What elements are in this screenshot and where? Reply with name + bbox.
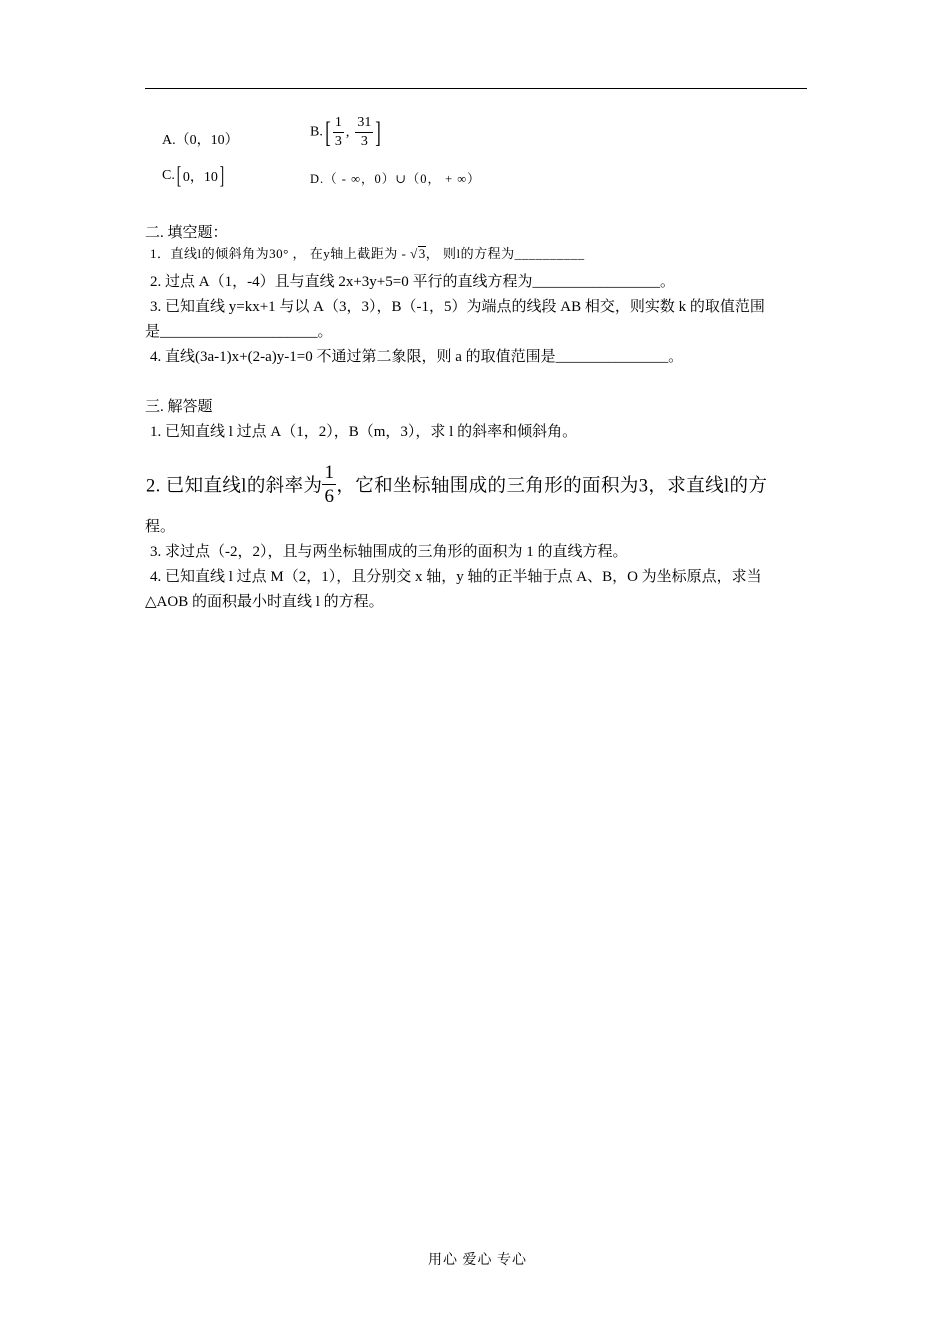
header-rule: [145, 88, 807, 89]
choice-b-separator: ,: [345, 124, 350, 140]
choice-c-prefix: C.: [162, 168, 175, 183]
fraction-denominator: 3: [334, 134, 342, 149]
solve-question-3: 3. 求过点（-2，2），且与两坐标轴围成的三角形的面积为 1 的直线方程。: [150, 544, 628, 560]
choice-a: A.（0，10）: [162, 133, 239, 148]
solve-question-4: 4. 已知直线 l 过点 M（2，1），且分别交 x 轴，y 轴的正半轴于点 A、B，O 为坐标原点，求当: [150, 569, 762, 585]
fraction-numerator: 1: [333, 116, 344, 133]
page-footer: 用心 爱心 专心: [428, 1253, 527, 1268]
right-bracket: ]: [375, 115, 382, 149]
choice-d: D.（ - ∞，0）∪（0， + ∞）: [310, 172, 481, 186]
fraction-denominator: 3: [360, 134, 368, 149]
fraction-one-sixth: [322, 463, 336, 506]
sqrt-radicand: 3: [418, 246, 426, 261]
fill-question-4: 4. 直线(3a-1)x+(2-a)y-1=0 不通过第二象限，则 a 的取值范围是_______________。: [150, 349, 684, 365]
choice-b-prefix: B.: [310, 124, 323, 140]
fraction-denominator: 6: [324, 486, 335, 507]
fill-q1-text: 1．直线l的倾斜角为30° ， 在y轴上截距为 -: [150, 246, 411, 261]
solve-question-2: [146, 463, 767, 506]
right-bracket: ]: [219, 163, 225, 189]
fill-q1-text-end: ， 则l的方程为__________: [425, 246, 585, 261]
fraction-numerator: 31: [355, 116, 373, 133]
left-bracket: [: [325, 115, 331, 149]
solve-question-2-cont: 程。: [145, 519, 176, 535]
fill-question-3-cont: 是_____________________。: [145, 324, 333, 340]
fraction-thirty-one-thirds: [355, 116, 373, 149]
fill-question-1: [150, 243, 585, 262]
section-2-heading: 二. 填空题：: [145, 225, 228, 241]
solve-question-1: 1. 已知直线 l 过点 A（1，2），B（m，3），求 l 的斜率和倾斜角。: [150, 424, 578, 440]
fraction-numerator: 1: [324, 462, 335, 483]
fill-question-3: 3. 已知直线 y=kx+1 与以 A（3，3），B（-1，5）为端点的线段 AB 相交，则实数 k 的取值范围: [150, 299, 765, 315]
fill-question-2: 2. 过点 A（1，-4）且与直线 2x+3y+5=0 平行的直线方程为_________________。: [150, 274, 675, 290]
choice-c: [162, 164, 226, 188]
solve-q2-text: 2. 已知直线l的斜率为: [146, 476, 323, 497]
solve-question-4-cont: △AOB 的面积最小时直线 l 的方程。: [145, 594, 384, 610]
left-bracket: [: [176, 163, 182, 189]
solve-q2-text-end: ，它和坐标轴围成的三角形的面积为3，求直线l的方: [336, 476, 768, 497]
section-3-heading: 三. 解答题: [145, 399, 213, 415]
choice-b: [310, 116, 383, 149]
sqrt-sign: √: [410, 246, 418, 261]
choice-c-body: 0，10: [182, 170, 218, 185]
fraction-one-third: [333, 116, 344, 149]
